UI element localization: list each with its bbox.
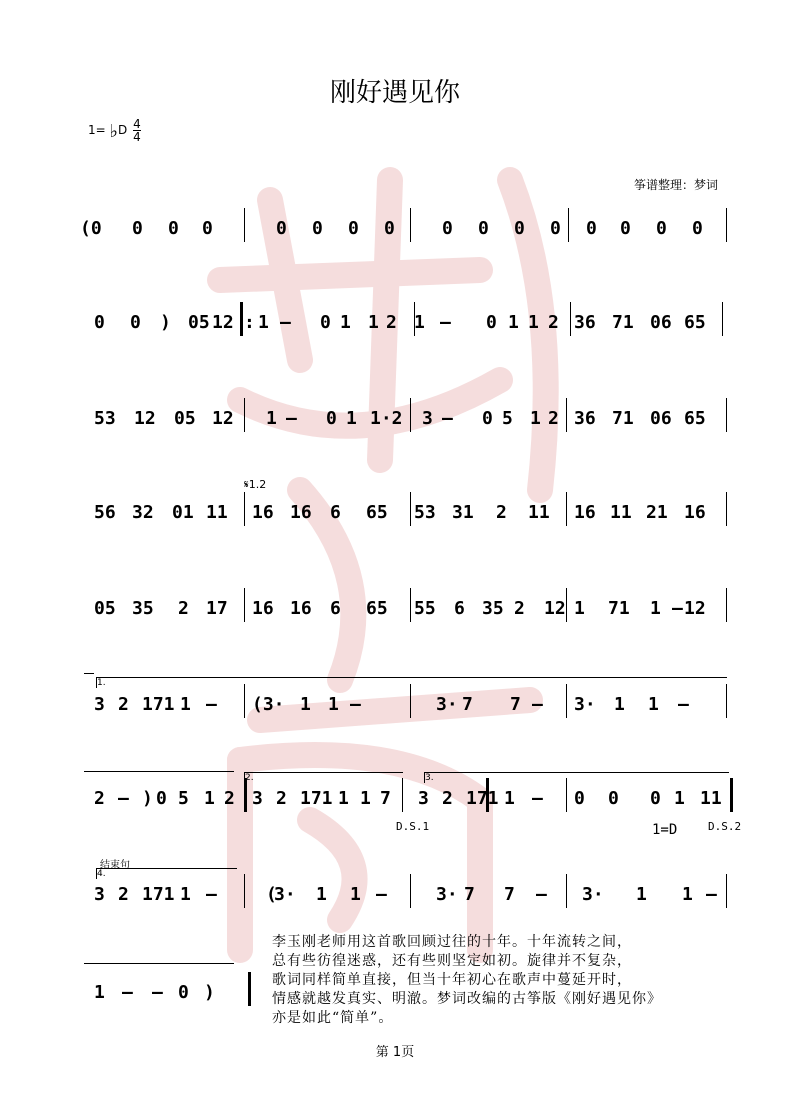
line-rule-6 <box>84 673 94 674</box>
note-token: 1 <box>328 694 339 715</box>
note-token: 1 <box>350 884 361 905</box>
para-line-3: 歌词同样简单直接，但当十年初心在歌声中蔓延开时， <box>272 972 632 988</box>
note-token: 171 <box>142 884 175 905</box>
para-line-5: 亦是如此“简单”。 <box>272 1010 394 1026</box>
note-token: – <box>118 788 129 809</box>
note-token: 05 <box>188 312 210 333</box>
barline <box>566 778 567 812</box>
note-token: 53 <box>414 502 436 523</box>
note-token: – <box>532 694 543 715</box>
note-token: 1 <box>614 694 625 715</box>
note-token: 1 <box>508 312 519 333</box>
note-token: 2 <box>514 598 525 619</box>
note-token: 71 <box>608 598 630 619</box>
note-token: 1 <box>368 312 379 333</box>
note-token: 06 <box>650 408 672 429</box>
barline <box>244 874 245 908</box>
note-token: 36 <box>574 408 596 429</box>
note-token: 0 <box>692 218 703 239</box>
note-token: 2 <box>386 312 397 333</box>
note-token: 71 <box>612 312 634 333</box>
note-token: 6 <box>330 598 341 619</box>
note-token: 3· <box>436 694 458 715</box>
note-token: 1 <box>674 788 685 809</box>
barline <box>566 492 567 526</box>
note-token: 0 <box>312 218 323 239</box>
note-token: 16 <box>252 598 274 619</box>
note-token: 0 <box>478 218 489 239</box>
note-token: 71 <box>612 408 634 429</box>
barline <box>726 208 727 242</box>
para-line-4: 情感就越发真实、明澈。梦词改编的古筝版《刚好遇见你》 <box>272 991 662 1007</box>
barline <box>244 208 245 242</box>
note-token: 53 <box>94 408 116 429</box>
note-token: ( <box>266 884 277 905</box>
note-token: 12 <box>544 598 566 619</box>
note-token: 21 <box>646 502 668 523</box>
time-top: 4 <box>133 117 141 131</box>
note-token: 65 <box>684 408 706 429</box>
flat-sign: ♭ <box>109 121 119 142</box>
note-token: 0 <box>202 218 213 239</box>
note-token: 3 <box>422 408 433 429</box>
barline <box>244 398 245 432</box>
note-token: – <box>206 694 217 715</box>
note-token: 0 <box>178 982 189 1003</box>
barline <box>726 684 727 718</box>
note-token: 11 <box>700 788 722 809</box>
note-token: 12 <box>212 312 234 333</box>
score-row-1 <box>80 200 730 260</box>
note-token: 0 <box>550 218 561 239</box>
note-token: – <box>286 408 297 429</box>
note-token: 0 <box>168 218 179 239</box>
volta-1-label: 1. <box>97 678 106 688</box>
note-token: 16 <box>290 502 312 523</box>
note-token: 2 <box>118 694 129 715</box>
note-token: 1 <box>504 788 515 809</box>
calligraphy-watermark <box>180 160 620 980</box>
note-token: 0 <box>132 218 143 239</box>
barline <box>726 492 727 526</box>
note-token: 16 <box>290 598 312 619</box>
volta-4-label: 4. <box>97 869 106 879</box>
note-token: 17 <box>206 598 228 619</box>
note-token: 0 <box>442 218 453 239</box>
note-token: 6 <box>330 502 341 523</box>
note-token: 1 <box>528 312 539 333</box>
note-token: 5 <box>178 788 189 809</box>
note-token: 1 <box>94 982 105 1003</box>
note-token: (0 <box>80 218 102 239</box>
note-token: 1 <box>266 408 277 429</box>
note-token: 5 <box>502 408 513 429</box>
note-token: 2 <box>276 788 287 809</box>
barline <box>410 684 411 718</box>
note-token: 3 <box>252 788 263 809</box>
note-token: (3· <box>252 694 285 715</box>
note-token: 3· <box>436 884 458 905</box>
note-token: 0 <box>574 788 585 809</box>
note-token: 12 <box>212 408 234 429</box>
note-token: 1 <box>636 884 647 905</box>
note-token: – <box>678 694 689 715</box>
barline <box>244 684 245 718</box>
note-token: 7 <box>510 694 521 715</box>
note-token: – <box>376 884 387 905</box>
note-token: 1 <box>180 884 191 905</box>
note-token: 0 <box>586 218 597 239</box>
time-bottom: 4 <box>133 130 141 144</box>
barline <box>566 874 567 908</box>
note-token: 0 <box>130 312 141 333</box>
key-change-mark: 1=D <box>652 822 678 838</box>
note-token: 01 <box>172 502 194 523</box>
line-rule-7 <box>84 771 234 772</box>
barline <box>726 398 727 432</box>
note-token: 2 <box>94 788 105 809</box>
score-row-2 <box>80 294 730 354</box>
note-token: – <box>350 694 361 715</box>
volta-3-label: 3. <box>425 773 434 783</box>
barline <box>410 874 411 908</box>
note-token: 0 <box>656 218 667 239</box>
barline <box>410 492 411 526</box>
note-token: ) <box>160 312 171 333</box>
barline <box>730 778 733 812</box>
note-token: 1 <box>340 312 351 333</box>
barline <box>726 588 727 622</box>
note-token: 2 <box>442 788 453 809</box>
barline <box>410 398 411 432</box>
note-token: 1 <box>316 884 327 905</box>
ending-label: 结束句 <box>100 860 130 871</box>
note-token: 0 <box>482 408 493 429</box>
note-token: 55 <box>414 598 436 619</box>
note-token: 0 <box>156 788 167 809</box>
ds1-mark: D.S.1 <box>396 820 430 833</box>
note-token: 0 <box>514 218 525 239</box>
score-row-5 <box>80 580 730 640</box>
note-token: 7 <box>462 694 473 715</box>
barline <box>570 302 571 336</box>
song-title: 刚好遇见你 <box>329 78 460 108</box>
segno-mark: 𝄋1.2 <box>244 478 267 491</box>
note-token: – <box>706 884 717 905</box>
note-token: 35 <box>132 598 154 619</box>
note-token: 0 <box>620 218 631 239</box>
note-token: 65 <box>366 502 388 523</box>
note-token: 6 <box>454 598 465 619</box>
volta-2 <box>244 772 403 783</box>
last-line-rule <box>84 963 234 964</box>
note-token: 3· <box>574 694 596 715</box>
note-token: 32 <box>132 502 154 523</box>
volta-3 <box>424 772 729 783</box>
page-number: 第 1页 <box>375 1045 415 1060</box>
barline <box>244 778 247 812</box>
note-token: 0 <box>320 312 331 333</box>
note-token: 1·2 <box>370 408 403 429</box>
note-token: 3 <box>94 694 105 715</box>
note-token: 2 <box>548 408 559 429</box>
note-token: 1 <box>414 312 425 333</box>
description-paragraph <box>272 933 790 1028</box>
note-token: 2 <box>118 884 129 905</box>
note-token: – <box>532 788 543 809</box>
note-token: 0 <box>94 312 105 333</box>
note-token: 1 <box>530 408 541 429</box>
score-row-3 <box>80 390 730 450</box>
note-token: 3 <box>418 788 429 809</box>
time-signature <box>133 118 141 143</box>
score-row-4 <box>80 484 730 544</box>
note-token: 0 <box>326 408 337 429</box>
note-token: 05 <box>174 408 196 429</box>
note-token: 0 <box>384 218 395 239</box>
note-token: 1 <box>648 694 659 715</box>
note-token: : <box>244 312 255 333</box>
note-token: 12 <box>684 598 706 619</box>
note-token: 1 <box>180 694 191 715</box>
note-token: 1 <box>574 598 585 619</box>
barline <box>410 588 411 622</box>
para-line-2: 总有些彷徨迷惑，还有些则坚定如初。旋律并不复杂， <box>272 953 632 969</box>
barline <box>244 492 245 526</box>
barline <box>402 778 403 812</box>
note-token: – <box>152 982 163 1003</box>
para-line-1: 李玉刚老师用这首歌回顾过往的十年。十年流转之间， <box>272 934 632 950</box>
note-token: 65 <box>366 598 388 619</box>
note-token: – <box>206 884 217 905</box>
note-token: 0 <box>276 218 287 239</box>
note-token: 31 <box>452 502 474 523</box>
note-token: 171 <box>300 788 333 809</box>
note-token: 1 <box>360 788 371 809</box>
barline <box>566 684 567 718</box>
barline <box>248 972 251 1006</box>
key-prefix: 1= <box>88 123 106 137</box>
note-token: 1 <box>346 408 357 429</box>
note-token: 0 <box>650 788 661 809</box>
barline <box>566 398 567 432</box>
note-token: 0 <box>608 788 619 809</box>
barline <box>244 588 245 622</box>
note-token: 16 <box>252 502 274 523</box>
note-token: 1 <box>258 312 269 333</box>
note-token: 11 <box>610 502 632 523</box>
barline <box>726 874 727 908</box>
note-token: – <box>536 884 547 905</box>
note-token: 1 <box>682 884 693 905</box>
ds2-mark: D.S.2 <box>708 820 742 833</box>
note-token: ) <box>204 982 215 1003</box>
barline <box>566 588 567 622</box>
note-token: 56 <box>94 502 116 523</box>
note-token: – <box>122 982 133 1003</box>
note-token: 7 <box>380 788 391 809</box>
barline <box>568 208 569 242</box>
note-token: 05 <box>94 598 116 619</box>
note-token: 7 <box>464 884 475 905</box>
note-token: ) <box>142 788 153 809</box>
note-token: – <box>442 408 453 429</box>
note-token: 11 <box>206 502 228 523</box>
note-token: 36 <box>574 312 596 333</box>
barline <box>240 302 243 336</box>
note-token: 65 <box>684 312 706 333</box>
note-token: 0 <box>348 218 359 239</box>
note-token: 12 <box>134 408 156 429</box>
note-token: 2 <box>178 598 189 619</box>
note-token: – <box>280 312 291 333</box>
note-token: 11 <box>528 502 550 523</box>
note-token: 06 <box>650 312 672 333</box>
note-token: 1 <box>650 598 661 619</box>
note-token: – <box>440 312 451 333</box>
note-token: 2 <box>548 312 559 333</box>
note-token: 171 <box>142 694 175 715</box>
note-token: 3 <box>94 884 105 905</box>
note-token: 2 <box>496 502 507 523</box>
note-token: 1 <box>204 788 215 809</box>
note-token: 0 <box>486 312 497 333</box>
key-signature <box>88 118 141 143</box>
note-token: – <box>672 598 683 619</box>
note-token: 3· <box>582 884 604 905</box>
barline <box>486 778 489 812</box>
barline <box>414 302 415 336</box>
key-letter: D <box>118 123 128 137</box>
note-token: 1 <box>338 788 349 809</box>
note-token: 2 <box>224 788 235 809</box>
note-token: 7 <box>504 884 515 905</box>
barline <box>722 302 723 336</box>
note-token: 16 <box>574 502 596 523</box>
volta-1 <box>96 677 727 688</box>
note-token: 16 <box>684 502 706 523</box>
note-token: 3· <box>274 884 296 905</box>
note-token: 35 <box>482 598 504 619</box>
barline <box>410 208 411 242</box>
note-token: 1 <box>300 694 311 715</box>
volta-2-label: 2. <box>245 773 254 783</box>
arranger-credit: 筝谱整理：梦词 <box>633 178 718 192</box>
note-token: 171 <box>466 788 499 809</box>
